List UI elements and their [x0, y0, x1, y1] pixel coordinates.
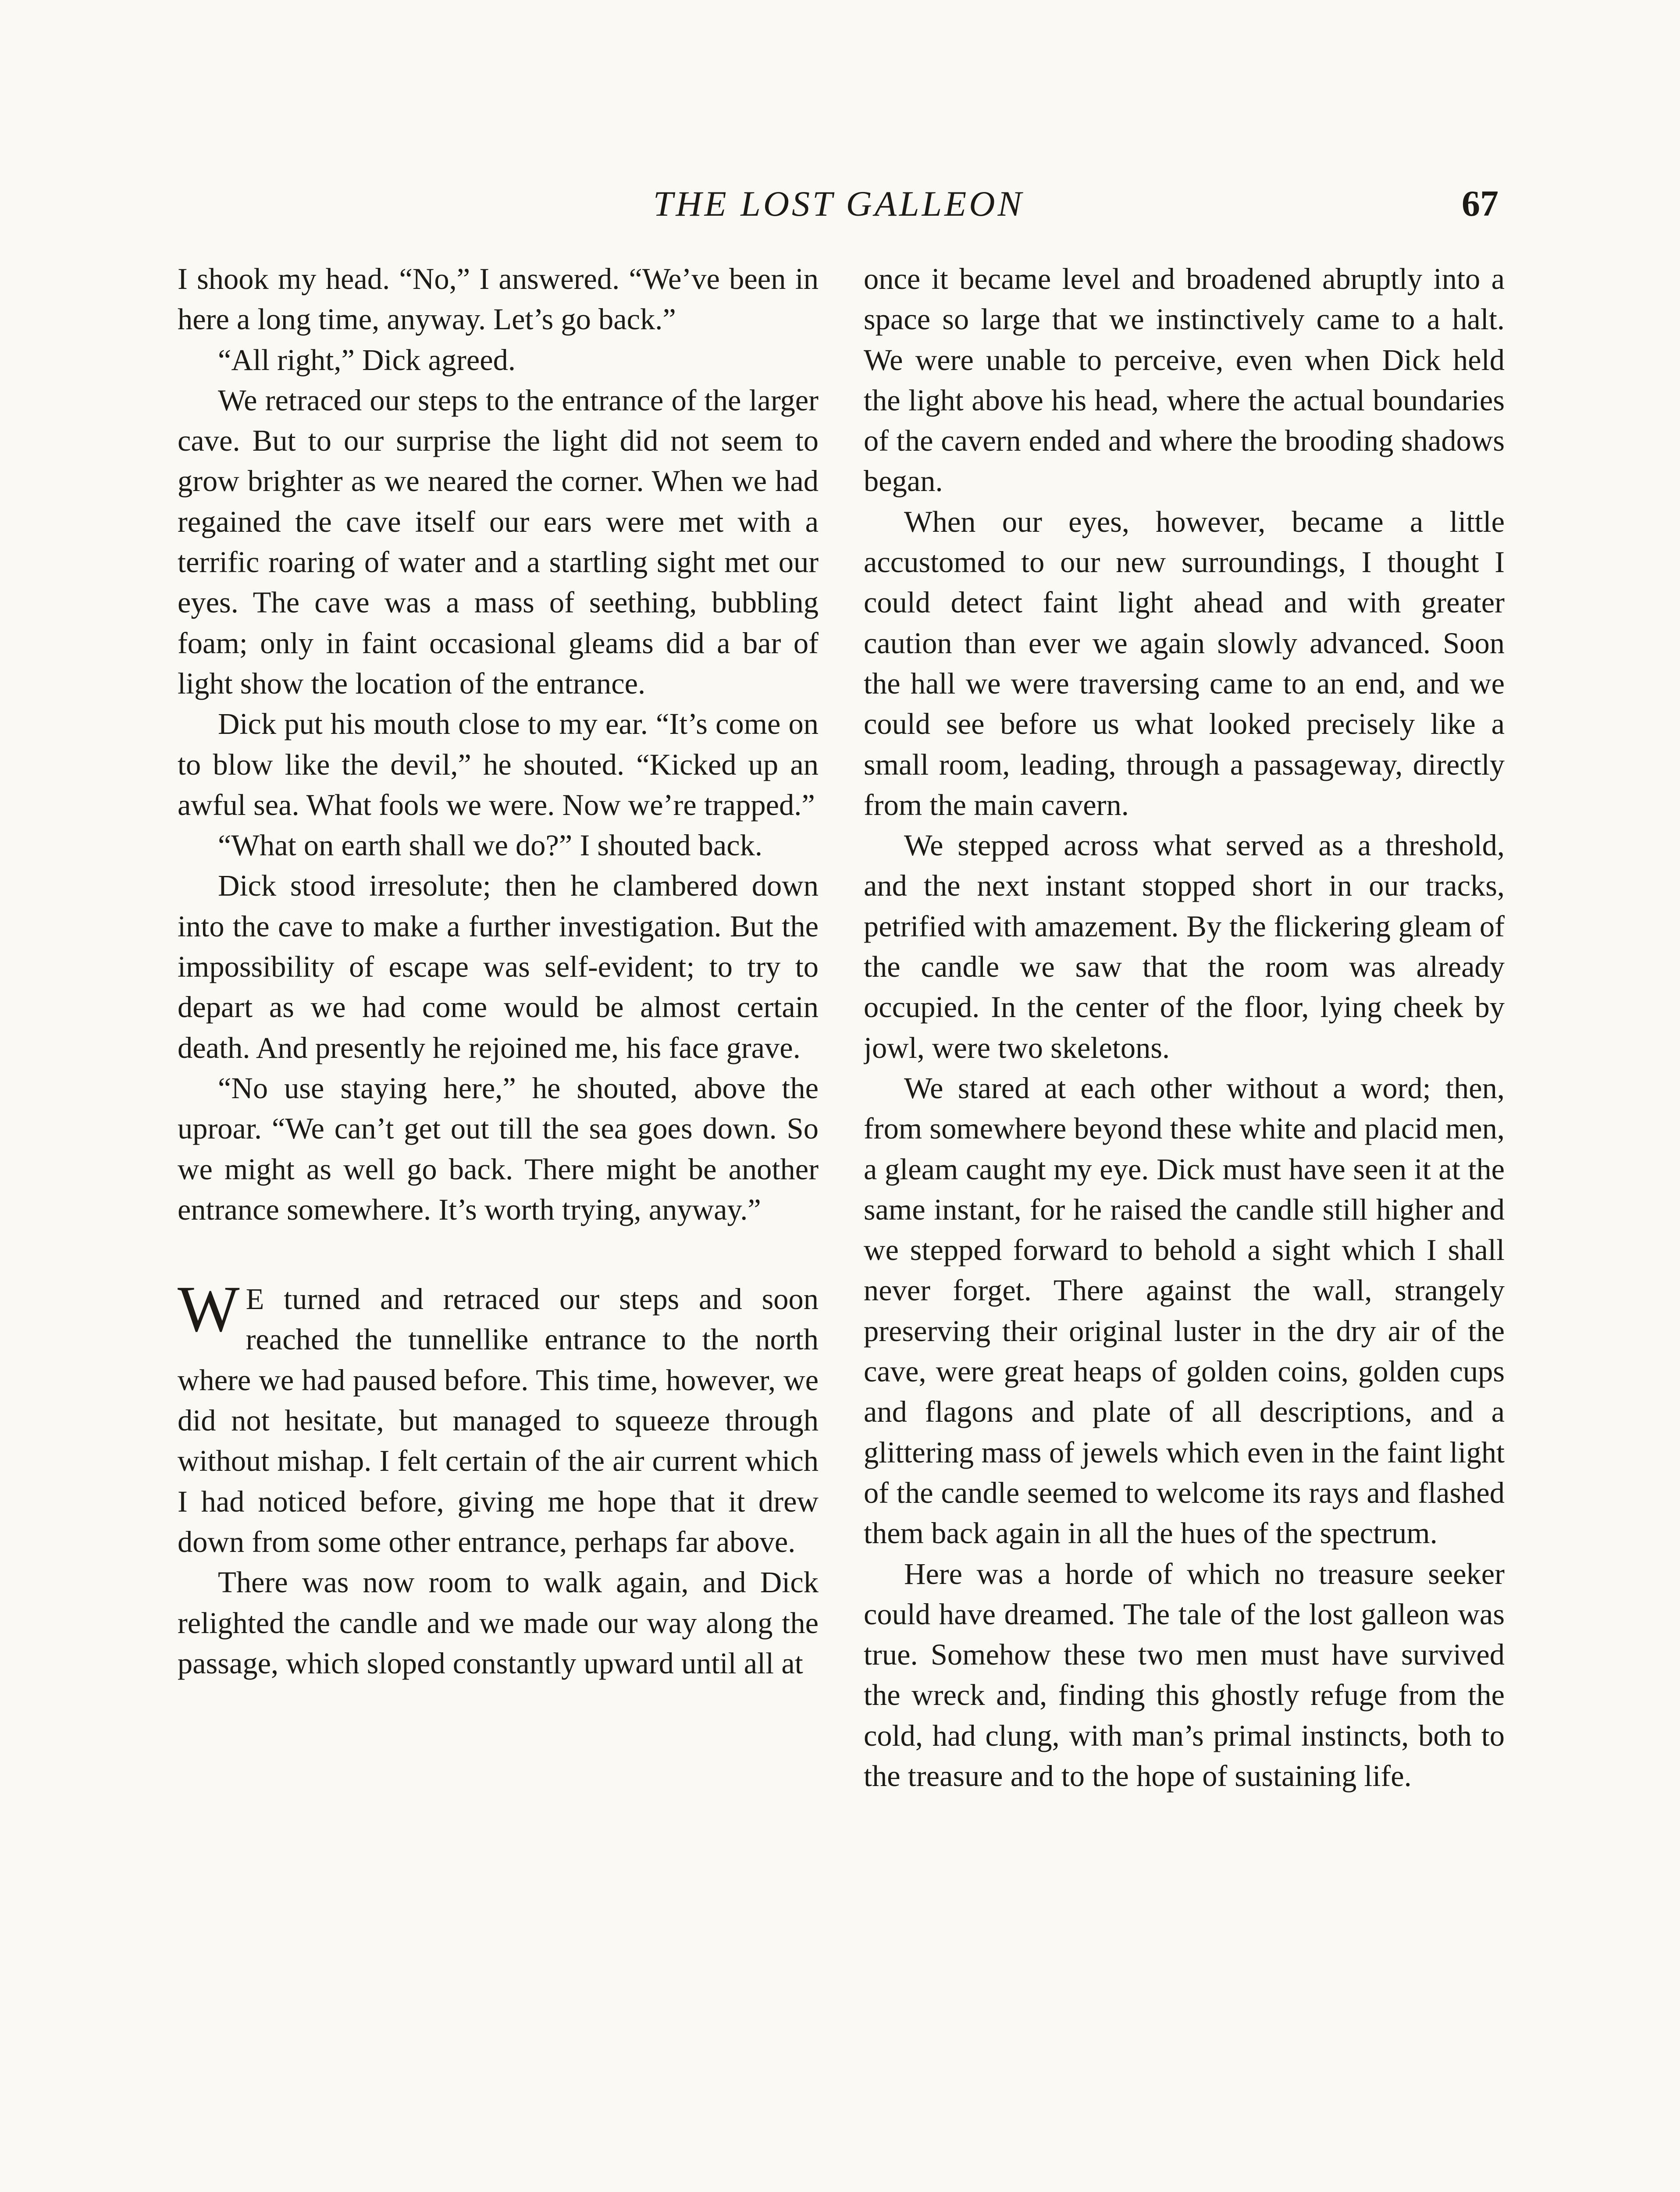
paragraph-text: E turned and retraced our steps and soon reached the tunnellike entrance to the north where we had paused before. This time, however, we did not hesitate, but managed to squeeze through without mishap. I felt certain of the air current which I had noticed before, giving me hope that it drew down from some other entrance, perhaps far above.	[178, 1282, 819, 1559]
paragraph: Here was a horde of which no treasure seeker could have dreamed. The tale of the lost galleon was true. Somehow these two men must have survived the wreck and, finding this ghostly refuge from the cold, had clung, with man’s primal instincts, both to the treasure and to the hope of sustaining life.	[864, 1557, 1505, 1793]
paragraph: We stared at each other without a word; then, from somewhere beyond these white and placid men, a gleam caught my eye. Dick must have seen it at the same instant, for he raised the candle still higher and we stepped forward to behold a sight which I shall never forget. There against the wall, strangely preserving their original luster in the dry air of the cave, were great heaps of golden coins, golden cups and flagons and plate of all descriptions, and a glittering mass of jewels which even in the faint light of the candle seemed to welcome its rays and flashed them back again in all the hues of the spectrum.	[864, 1071, 1505, 1550]
page-number: 67	[1462, 183, 1498, 224]
paragraph: We stepped across what served as a threshold, and the next instant stopped short in our tracks, petrified with amazement. By the flickering gleam of the candle we saw that the room was already occupied. In the center of the floor, lying cheek by jowl, were two skeletons.	[864, 829, 1505, 1064]
paragraph: I shook my head. “No,” I answered. “We’ve been in here a long time, anyway. Let’s go back.”	[178, 262, 819, 336]
paragraph: Dick stood irresolute; then he clambered down into the cave to make a further investigation. But the impossibility of escape was self-evident; to try to depart as we had come would be almost certain death. And presently he rejoined me, his face grave.	[178, 869, 819, 1064]
page-header	[179, 180, 1498, 237]
paragraph: There was now room to walk again, and Dick relighted the candle and we made our way along the passage, which sloped constantly upward until all at	[178, 1566, 819, 1680]
running-title: THE LOST GALLEON	[653, 184, 1025, 224]
right-column	[864, 259, 1505, 1796]
drop-cap: W	[178, 1273, 240, 1346]
section-start-paragraph	[178, 1273, 819, 1562]
paragraph: once it became level and broadened abruptly into a space so large that we instinctively came to a halt. We were unable to perceive, even when Dick held the light above his head, where the actual boundaries of the cavern ended and where the brooding shadows began.	[864, 262, 1505, 498]
paragraph: “All right,” Dick agreed.	[218, 343, 516, 377]
left-column	[178, 259, 819, 1683]
paragraph: We retraced our steps to the entrance of the larger cave. But to our surprise the light did not seem to grow brighter as we neared the corner. When we had regained the cave itself our ears were met with a terrific roaring of water and a startling sight met our eyes. The cave was a mass of seething, bubbling foam; only in faint occasional gleams did a bar of light show the location of the entrance.	[178, 383, 819, 700]
paragraph: “No use staying here,” he shouted, above the uproar. “We can’t get out till the sea goes down. So we might as well go back. There might be another entrance somewhere. It’s worth trying, anyway.”	[178, 1071, 819, 1226]
paragraph: “What on earth shall we do?” I shouted back.	[218, 829, 763, 862]
paragraph: Dick put his mouth close to my ear. “It’s come on to blow like the devil,” he shouted. “Kicked up an awful sea. What fools we were. Now we’re trapped.”	[178, 707, 819, 822]
paragraph: When our eyes, however, became a little accustomed to our new surroundings, I thought I could detect faint light ahead and with greater caution than ever we again slowly advanced. Soon the hall we were traversing came to an end, and we could see before us what looked precisely like a small room, leading, through a passageway, directly from the main cavern.	[864, 505, 1505, 822]
